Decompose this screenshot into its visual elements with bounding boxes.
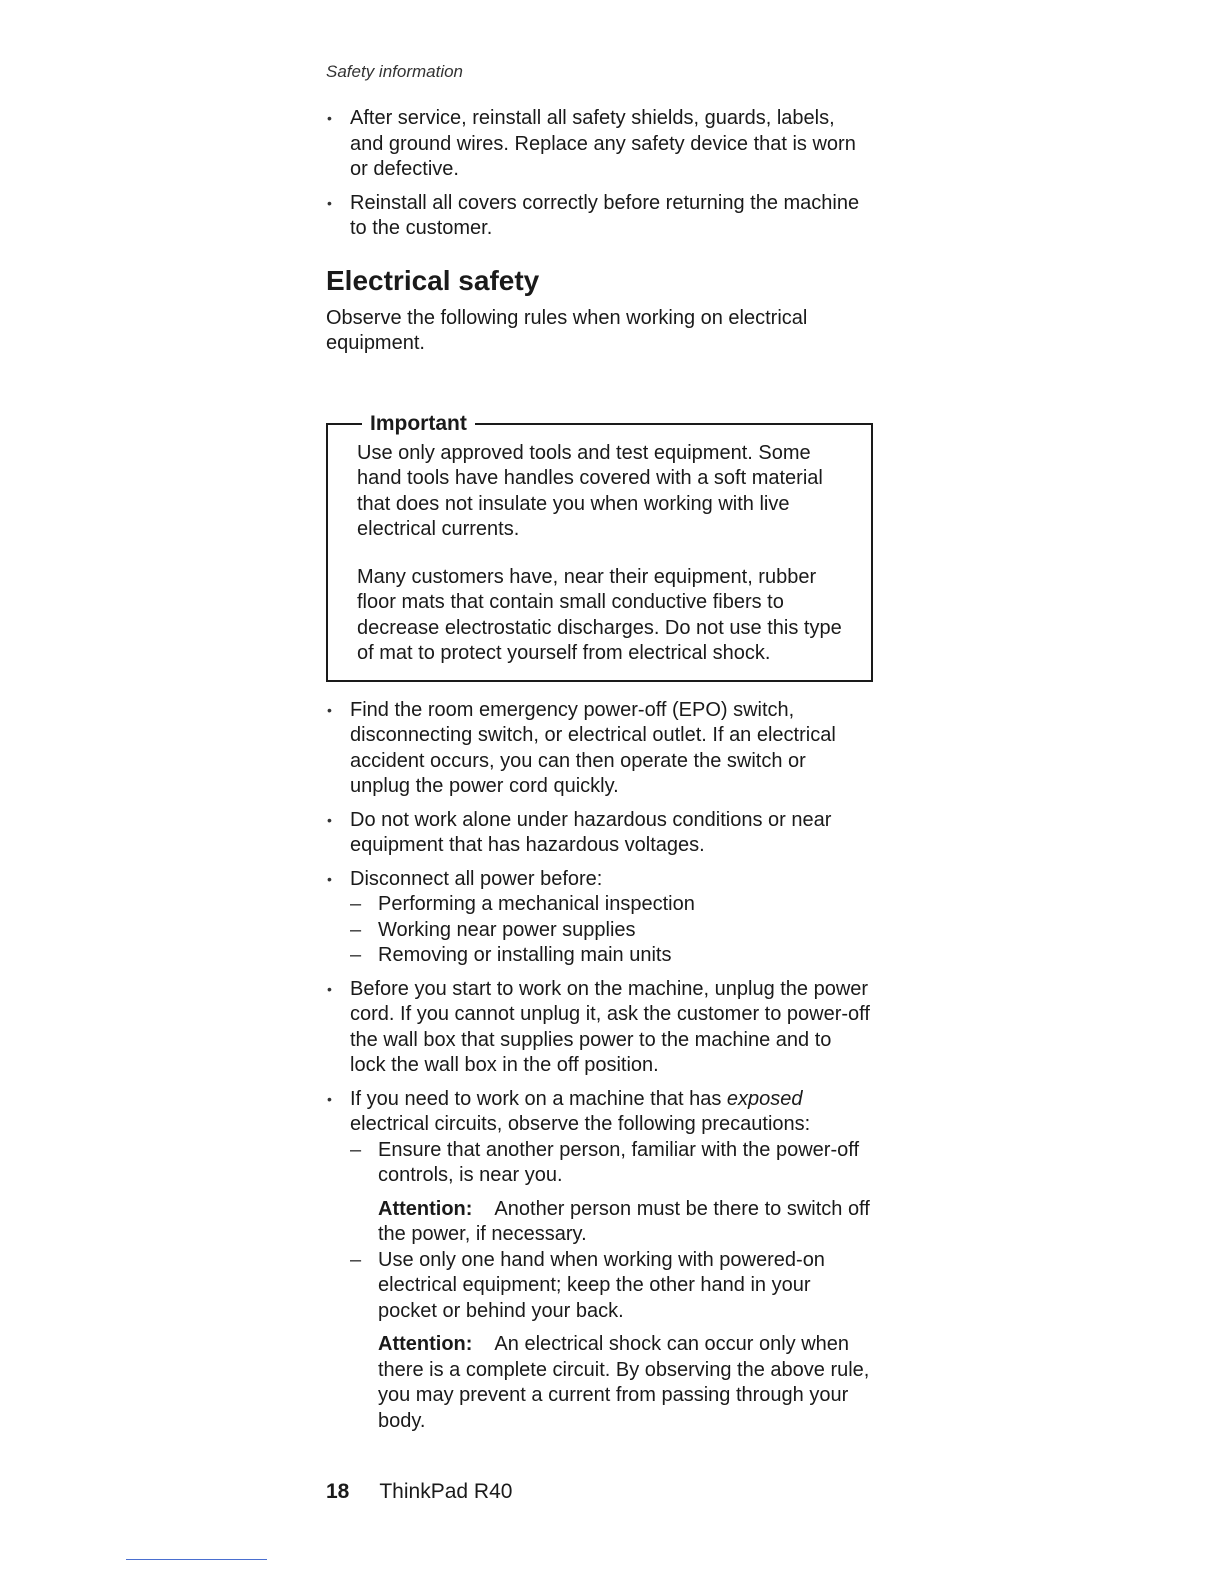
attention-text: Another person must be there to switch off the power, if necessary. [378,1197,870,1245]
list-item-text: • Disconnect all power before: [350,867,603,890]
document-page [326,60,871,1442]
text-fragment: electrical circuits, observe the following precautions: [350,1113,811,1135]
text-fragment: If you need to work on a machine that has [350,1087,727,1110]
important-notice-box [326,411,873,682]
sub-list-item: – Performing a mechanical inspection [350,892,871,918]
attention-text: An electrical shock can occur only when there is a complete circuit. By observing the above rule, you may prevent a current from passing through your body. [378,1333,870,1432]
sub-list-item: – Ensure that another person, familiar with the power-off controls, is near you. [350,1138,871,1189]
attention-label: Attention: [378,1333,473,1355]
page-number: 18 [326,1480,350,1503]
attention-note [378,1332,871,1434]
list-item-exposed-circuits [326,1087,871,1435]
sub-list-item: – Working near power supplies [350,918,871,944]
important-notice-paragraph: Use only approved tools and test equipment. Some hand tools have handles covered with a soft material that does not insulate you when working with live electrical currents. [357,441,823,540]
section-intro: Observe the following rules when working on electrical equipment. [326,306,808,354]
product-name: ThinkPad R40 [379,1480,513,1503]
list-item-unplug: • Before you start to work on the machine, unplug the power cord. If you cannot unplug it, ask the customer to power-off the wall box that supplies power to the machine and to lock the wall box in the off position. [326,977,871,1079]
list-item-disconnect [326,867,871,969]
sub-list-item: – Removing or installing main units [350,943,871,969]
running-head: Safety information [326,62,464,81]
page-footer [326,1480,512,1504]
important-notice-paragraph: Many customers have, near their equipment, rubber floor mats that contain small conductive fibers to decrease electrostatic discharges. Do not use this type of mat to protect yourself from electrical shock. [357,565,842,664]
list-item-epo: • Find the room emergency power-off (EPO) switch, disconnecting switch, or electrical outlet. If an electrical accident occurs, you can then operate the switch or unplug the power cord quickly. [326,698,871,800]
attention-note [378,1197,871,1248]
bottom-rule [126,1559,267,1560]
section-heading: Electrical safety [326,264,540,296]
list-item: • After service, reinstall all safety shields, guards, labels, and ground wires. Replace any safety device that is worn or defective. [326,106,871,183]
list-item-text [350,1087,871,1138]
important-notice-title: Important [362,412,475,436]
sub-list-item: – Use only one hand when working with powered-on electrical equipment; keep the other hand in your pocket or behind your back. [350,1248,871,1325]
attention-label: Attention: [378,1197,473,1220]
list-item: • Reinstall all covers correctly before returning the machine to the customer. [326,191,871,242]
emphasis-text: exposed [726,1087,803,1110]
list-item-work-alone: • Do not work alone under hazardous conditions or near equipment that has hazardous voltages. [326,808,871,859]
